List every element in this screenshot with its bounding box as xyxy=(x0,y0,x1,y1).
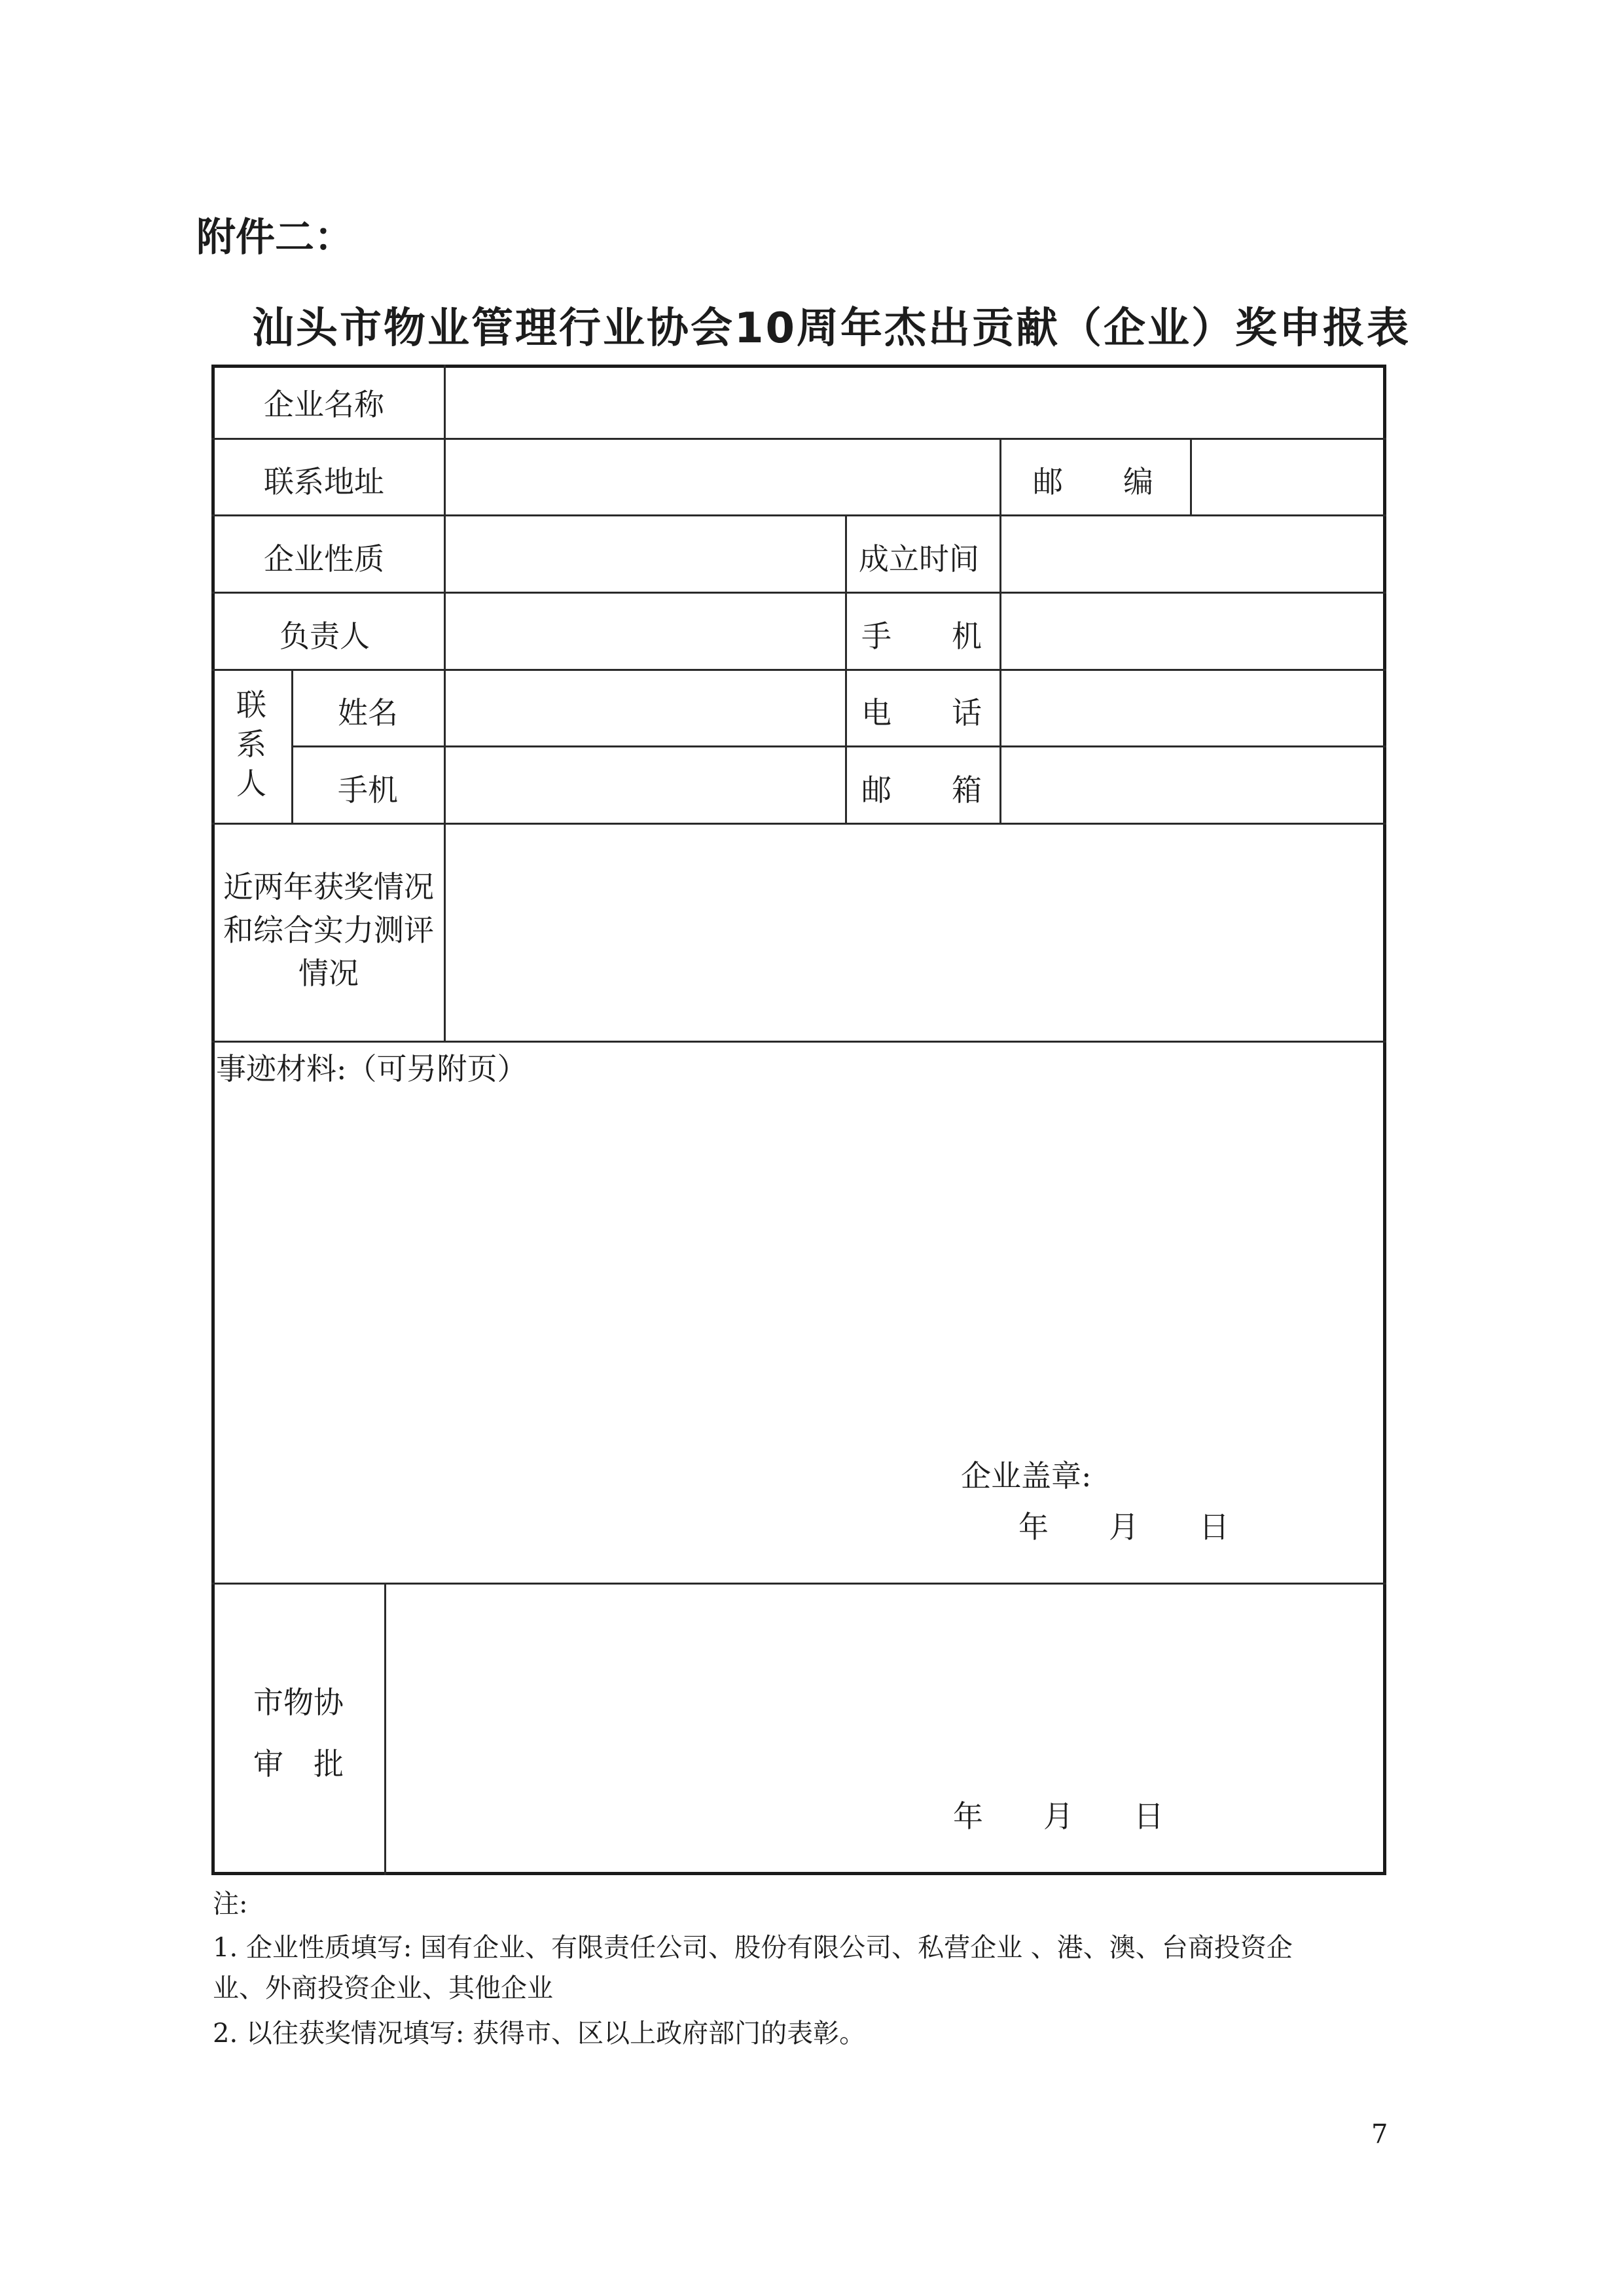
row-divider xyxy=(211,514,1386,516)
company-seal-label: 企业盖章: xyxy=(961,1458,1092,1494)
contact-mobile-label: 手机 xyxy=(338,772,398,808)
notes-heading: 注: xyxy=(213,1889,248,1919)
row-divider xyxy=(211,823,1386,825)
contact-name-label: 姓名 xyxy=(338,695,398,730)
note-1-line-2: 业、外商投资企业、其他企业 xyxy=(213,1973,553,2003)
address-label: 联系地址 xyxy=(264,464,384,499)
phone-label: 电 话 xyxy=(861,695,982,730)
form-title: 汕头市物业管理行业协会10周年杰出贡献（企业）奖申报表 xyxy=(252,304,1411,353)
col-divider xyxy=(444,365,446,1041)
approval-label-line1: 市物协 xyxy=(253,1685,344,1720)
contact-person-label: 联系人 xyxy=(236,687,266,801)
approval-label-line2: 审 批 xyxy=(253,1746,344,1782)
row-divider xyxy=(211,669,1386,671)
row-divider xyxy=(211,1583,1386,1585)
col-divider xyxy=(1190,438,1192,514)
approval-date-line: 年 月 日 xyxy=(953,1799,1164,1834)
col-divider xyxy=(999,438,1001,514)
awards-label: 近两年获奖情况和综合实力测评情况 xyxy=(223,869,434,991)
nature-label: 企业性质 xyxy=(264,541,384,577)
date-line: 年 月 日 xyxy=(1018,1509,1229,1545)
company-name-label: 企业名称 xyxy=(264,387,384,422)
col-divider xyxy=(291,669,293,823)
note-1-line-1: 1. 企业性质填写: 国有企业、有限责任公司、股份有限公司、私营企业 、港、澳、台商投资企 xyxy=(213,1933,1293,1963)
row-divider xyxy=(211,438,1386,440)
page-number: 7 xyxy=(1371,2119,1388,2149)
person-in-charge-label: 负责人 xyxy=(279,619,370,654)
row-divider xyxy=(211,592,1386,594)
row-divider xyxy=(211,1041,1386,1043)
deeds-label: 事迹材料:（可另附页） xyxy=(216,1051,528,1086)
col-divider xyxy=(384,1583,386,1875)
note-2: 2. 以往获奖情况填写: 获得市、区以上政府部门的表彰。 xyxy=(213,2018,866,2049)
email-label: 邮 箱 xyxy=(861,772,982,808)
established-label: 成立时间 xyxy=(859,541,979,577)
mobile-label: 手 机 xyxy=(861,619,982,654)
col-divider xyxy=(845,514,847,823)
col-divider xyxy=(999,514,1001,823)
postcode-label: 邮 编 xyxy=(1033,464,1153,499)
row-divider xyxy=(291,745,1386,747)
attachment-label: 附件二： xyxy=(196,215,353,260)
